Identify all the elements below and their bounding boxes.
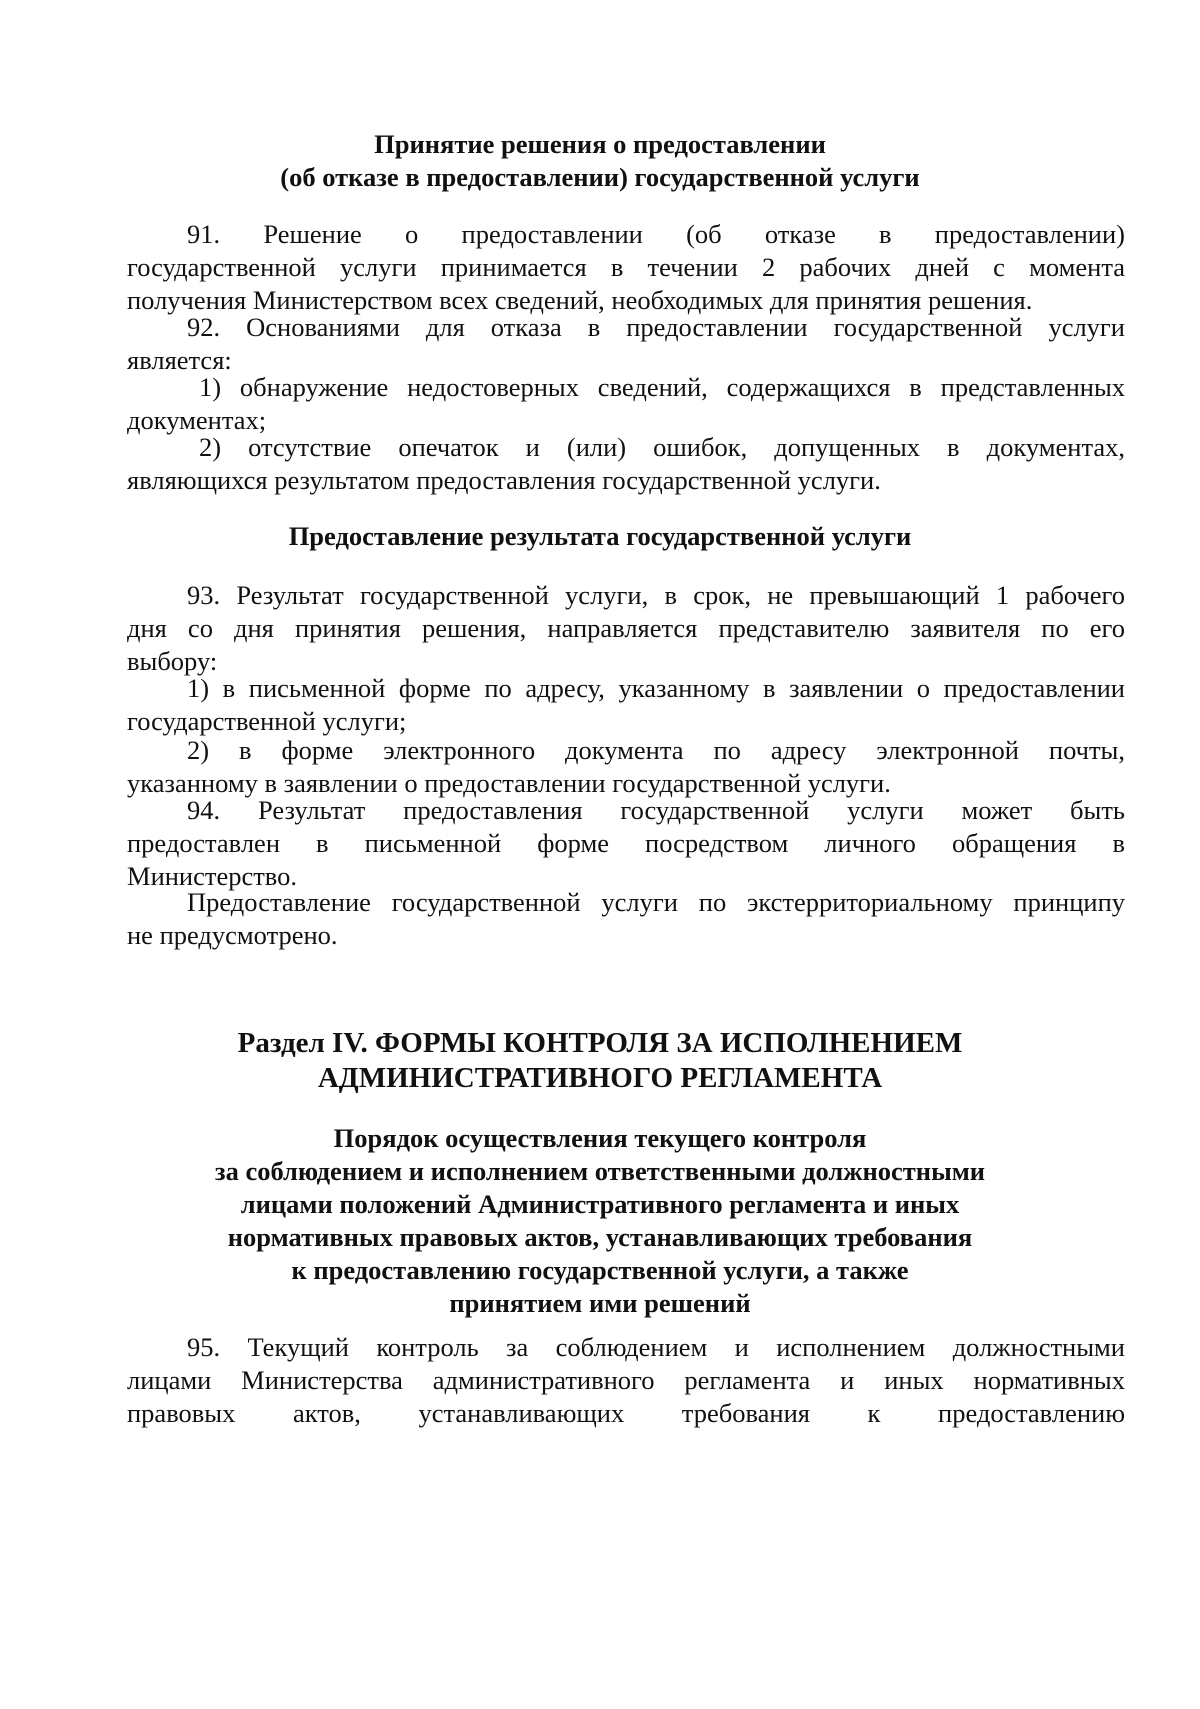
section-iv-subtitle: [0, 1122, 1200, 1320]
text-line: являющихся результатом предоставления государственной услуги.: [127, 465, 881, 495]
paragraph-91: [127, 218, 1125, 317]
title-line: нормативных правовых актов, устанавливающих требования: [227, 1222, 973, 1252]
text-line: 2) в форме электронного документа по адресу электронной почты,: [187, 735, 1125, 765]
paragraph-92: [127, 311, 1125, 377]
section-iv-title: [0, 1026, 1200, 1096]
text-line: государственной услуги принимается в течении 2 рабочих дней с момента: [127, 252, 1125, 282]
text-line: выбору:: [127, 646, 218, 676]
text-line: 91. Решение о предоставлении (об отказе в предоставлении): [187, 219, 1125, 249]
title-line: Принятие решения о предоставлении: [374, 129, 826, 159]
paragraph-92-item-2: [127, 431, 1125, 497]
title-line: Порядок осуществления текущего контроля: [333, 1123, 867, 1153]
text-line: получения Министерством всех сведений, необходимых для принятия решения.: [127, 285, 1033, 315]
title-line: АДМИНИСТРАТИВНОГО РЕГЛАМЕНТА: [317, 1062, 883, 1094]
paragraph-92-item-1: [127, 371, 1125, 437]
text-line: 1) обнаружение недостоверных сведений, содержащихся в представленных: [199, 372, 1125, 402]
paragraph-93-item-2: [127, 734, 1125, 800]
text-line: дня со дня принятия решения, направляется представителю заявителя по его: [127, 613, 1125, 643]
title-line: Предоставление результата государственной услуги: [288, 521, 912, 551]
text-line: государственной услуги;: [127, 706, 407, 736]
title-line: за соблюдением и исполнением ответственными должностными: [214, 1156, 986, 1186]
text-line: 1) в письменной форме по адресу, указанному в заявлении о предоставлении: [187, 673, 1125, 703]
text-line: документах;: [127, 405, 267, 435]
paragraph-94: [127, 794, 1125, 893]
section-title-result: [0, 520, 1200, 553]
text-line: Министерство.: [127, 861, 298, 891]
text-line: 92. Основаниями для отказа в предоставлении государственной услуги: [187, 312, 1125, 342]
text-line: 95. Текущий контроль за соблюдением и исполнением должностными: [187, 1332, 1125, 1362]
paragraph-93: [127, 579, 1125, 678]
text-line: лицами Министерства административного регламента и иных нормативных: [127, 1365, 1125, 1395]
text-line: 93. Результат государственной услуги, в срок, не превышающий 1 рабочего: [187, 580, 1125, 610]
text-line: предоставлен в письменной форме посредством личного обращения в: [127, 828, 1125, 858]
title-line: (об отказе в предоставлении) государственной услуги: [280, 162, 920, 192]
title-line: принятием ими решений: [449, 1288, 751, 1318]
text-line: не предусмотрено.: [127, 920, 338, 950]
text-line: указанному в заявлении о предоставлении государственной услуги.: [127, 768, 891, 798]
text-line: 94. Результат предоставления государственной услуги может быть: [187, 795, 1125, 825]
title-line: Раздел IV. ФОРМЫ КОНТРОЛЯ ЗА ИСПОЛНЕНИЕМ: [237, 1027, 963, 1059]
paragraph-extraterritorial: [127, 886, 1125, 952]
text-line: Предоставление государственной услуги по экстерриториальному принципу: [187, 887, 1125, 917]
paragraph-95: [127, 1331, 1125, 1430]
title-line: к предоставлению государственной услуги, а также: [291, 1255, 909, 1285]
paragraph-93-item-1: [127, 672, 1125, 738]
text-line: 2) отсутствие опечаток и (или) ошибок, допущенных в документах,: [199, 432, 1125, 462]
section-title-decision: [0, 128, 1200, 194]
title-line: лицами положений Административного регламента и иных: [240, 1189, 960, 1219]
text-line: правовых актов, устанавливающих требования к предоставлению: [127, 1398, 1125, 1428]
text-line: является:: [127, 345, 232, 375]
